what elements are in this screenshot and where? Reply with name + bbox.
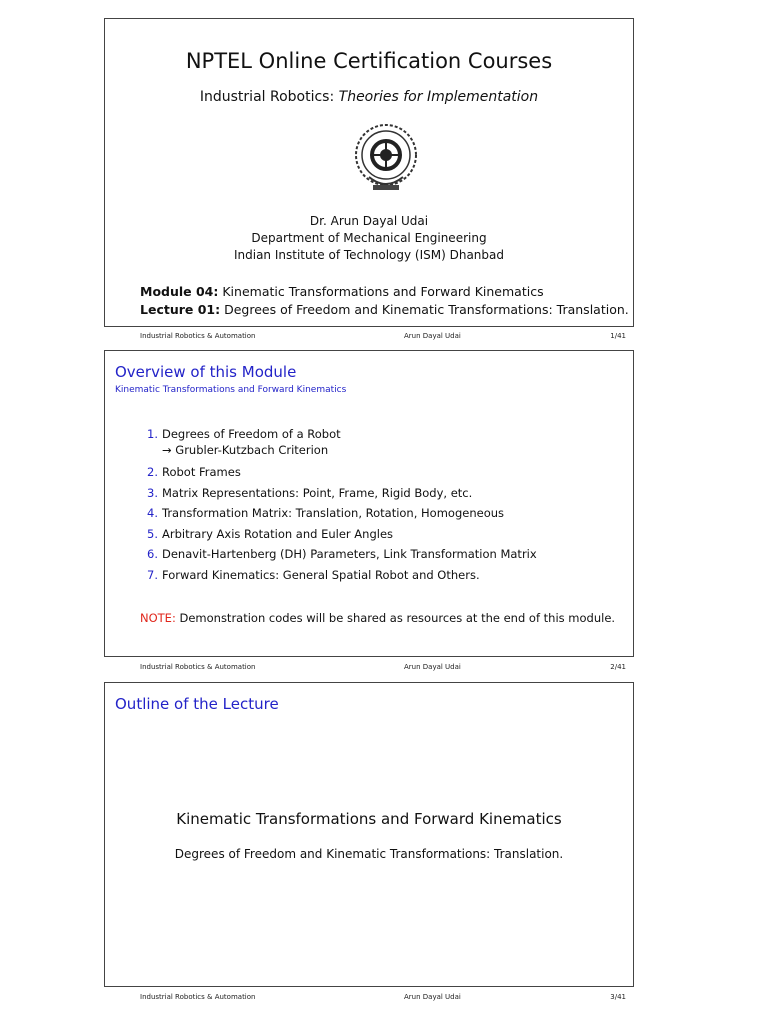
footer-page: 1/41: [610, 332, 626, 340]
institute-name: Indian Institute of Technology (ISM) Dhanbad: [233, 248, 504, 262]
module-line: [140, 283, 629, 301]
slide-footer: [104, 993, 634, 1005]
list-item: [147, 427, 537, 465]
list-text: Robot Frames: [161, 465, 241, 479]
footer-author: Arun Dayal Udai: [404, 332, 461, 340]
lecture-label: Lecture 01:: [140, 302, 221, 317]
outline-main: Kinematic Transformations and Forward Kinematics: [176, 810, 562, 828]
module-lecture-info: [140, 283, 629, 319]
footer-course: Industrial Robotics & Automation: [140, 993, 256, 1001]
subtitle-italic: Theories for Implementation: [338, 89, 539, 105]
footer-author: Arun Dayal Udai: [404, 993, 461, 1001]
list-text: Matrix Representations: Point, Frame, Rigid Body, etc.: [161, 485, 473, 500]
department-name: Department of Mechanical Engineering: [251, 231, 487, 245]
lecture-text: Degrees of Freedom and Kinematic Transformations: Translation.: [220, 302, 629, 317]
footer-course: Industrial Robotics & Automation: [140, 663, 256, 671]
overview-slide: [104, 350, 634, 657]
author-name: Dr. Arun Dayal Udai: [309, 214, 429, 228]
list-subitem: → Grubler-Kutzbach Criterion: [162, 443, 329, 457]
frame-title: Outline of the Lecture: [115, 695, 279, 713]
list-number: 4.: [147, 506, 158, 520]
list-item: [147, 527, 537, 548]
module-label: Module 04:: [140, 284, 219, 299]
iit-ism-dhanbad-seal-icon: [351, 119, 421, 199]
list-text: Transformation Matrix: Translation, Rotation, Homogeneous: [161, 506, 505, 520]
list-item: [147, 506, 537, 527]
list-number: 2.: [147, 465, 158, 479]
list-text: Degrees of Freedom of a Robot: [161, 427, 341, 441]
module-text: Kinematic Transformations and Forward Kinematics: [218, 284, 544, 299]
author-block: [105, 213, 633, 264]
list-number: 7.: [147, 567, 158, 582]
footer-author: Arun Dayal Udai: [404, 663, 461, 671]
frame-subtitle: Kinematic Transformations and Forward Kinematics: [115, 385, 347, 395]
title-slide: [104, 18, 634, 327]
list-item: [147, 568, 537, 589]
list-number: 6.: [147, 547, 158, 561]
slide-footer: [104, 663, 634, 675]
note-body: Demonstration codes will be shared as resources at the end of this module.: [175, 611, 616, 625]
list-text: Forward Kinematics: General Spatial Robot and Others.: [161, 567, 480, 582]
lecture-line: [140, 301, 629, 319]
footer-course: Industrial Robotics & Automation: [140, 332, 256, 340]
outline-sub: Degrees of Freedom and Kinematic Transformations: Translation.: [174, 847, 564, 861]
subtitle-plain: Industrial Robotics:: [199, 89, 339, 105]
note-text: [140, 611, 615, 625]
frame-title: Overview of this Module: [115, 363, 297, 381]
course-subtitle: [105, 89, 633, 105]
list-item: [147, 465, 537, 486]
list-text: Denavit-Hartenberg (DH) Parameters, Link Transformation Matrix: [161, 547, 537, 561]
outline-slide: [104, 682, 634, 987]
overview-list: [147, 427, 537, 588]
footer-page: 3/41: [610, 993, 626, 1001]
list-item: [147, 486, 537, 507]
note-label: NOTE:: [140, 611, 176, 625]
slide-footer: [104, 332, 634, 344]
list-number: 1.: [147, 427, 158, 441]
list-item: [147, 547, 537, 568]
list-number: 3.: [147, 485, 158, 500]
course-title: NPTEL Online Certification Courses: [185, 49, 553, 73]
footer-page: 2/41: [610, 663, 626, 671]
list-text: Arbitrary Axis Rotation and Euler Angles: [161, 526, 394, 541]
list-number: 5.: [147, 526, 158, 541]
